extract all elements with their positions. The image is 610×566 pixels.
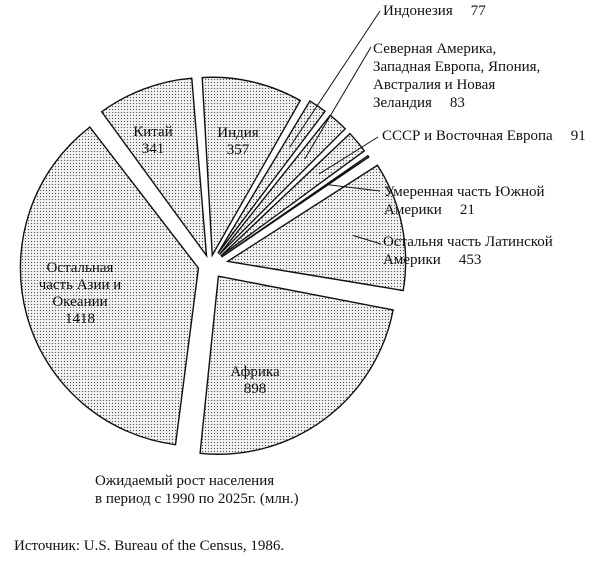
- slice-name-7-1: часть Азии и: [38, 277, 122, 293]
- slice-name-2-3: Зеландия: [373, 95, 432, 111]
- slice-name-2-0: Северная Америка,: [373, 41, 497, 57]
- slice-name-7-0: Остальная: [46, 260, 114, 276]
- slice-label-5: [383, 234, 553, 268]
- slice-name-4-1: Америки: [384, 202, 442, 218]
- slice-value-7: 1418: [65, 311, 95, 327]
- slice-name-6-0: Африка: [230, 364, 280, 380]
- slice-name-1-0: Индонезия: [383, 3, 453, 19]
- slice-name-5-1: Америки: [383, 252, 441, 268]
- slice-name-2-2: Австралия и Новая: [373, 77, 496, 93]
- slice-name-7-2: Океании: [52, 294, 108, 310]
- slice-name-2-1: Западная Европа, Япония,: [373, 59, 541, 75]
- caption-line-1: Ожидаемый рост населения: [95, 473, 275, 489]
- slice-label-1: [383, 3, 486, 19]
- slice-value-8: 341: [141, 141, 165, 157]
- slice-name-0-0: Индия: [217, 125, 259, 141]
- slice-label-3: [382, 128, 586, 144]
- slice-value-5: 453: [458, 252, 482, 268]
- slice-name-3-0: СССР и Восточная Европа: [382, 128, 553, 144]
- source-note: Источник: U.S. Bureau of the Census, 1986.: [14, 538, 285, 554]
- slice-label-2: [373, 41, 540, 111]
- slice-value-6: 898: [243, 381, 267, 397]
- slice-value-4: 21: [459, 202, 475, 218]
- chart-caption: [95, 472, 299, 508]
- leader-line-2: [305, 47, 371, 159]
- pie-slice-6: [200, 276, 393, 454]
- slice-name-8-0: Китай: [133, 124, 173, 140]
- slice-value-0: 357: [226, 142, 250, 158]
- slice-value-2: 83: [449, 95, 465, 111]
- slice-value-3: 91: [570, 128, 586, 144]
- slice-name-5-0: Остальня часть Латинской: [383, 234, 553, 250]
- slice-value-1: 77: [470, 3, 486, 19]
- slice-label-4: [384, 184, 545, 218]
- caption-line-2: в период с 1990 по 2025г. (млн.): [95, 491, 299, 507]
- slice-name-4-0: Умеренная часть Южной: [384, 184, 545, 200]
